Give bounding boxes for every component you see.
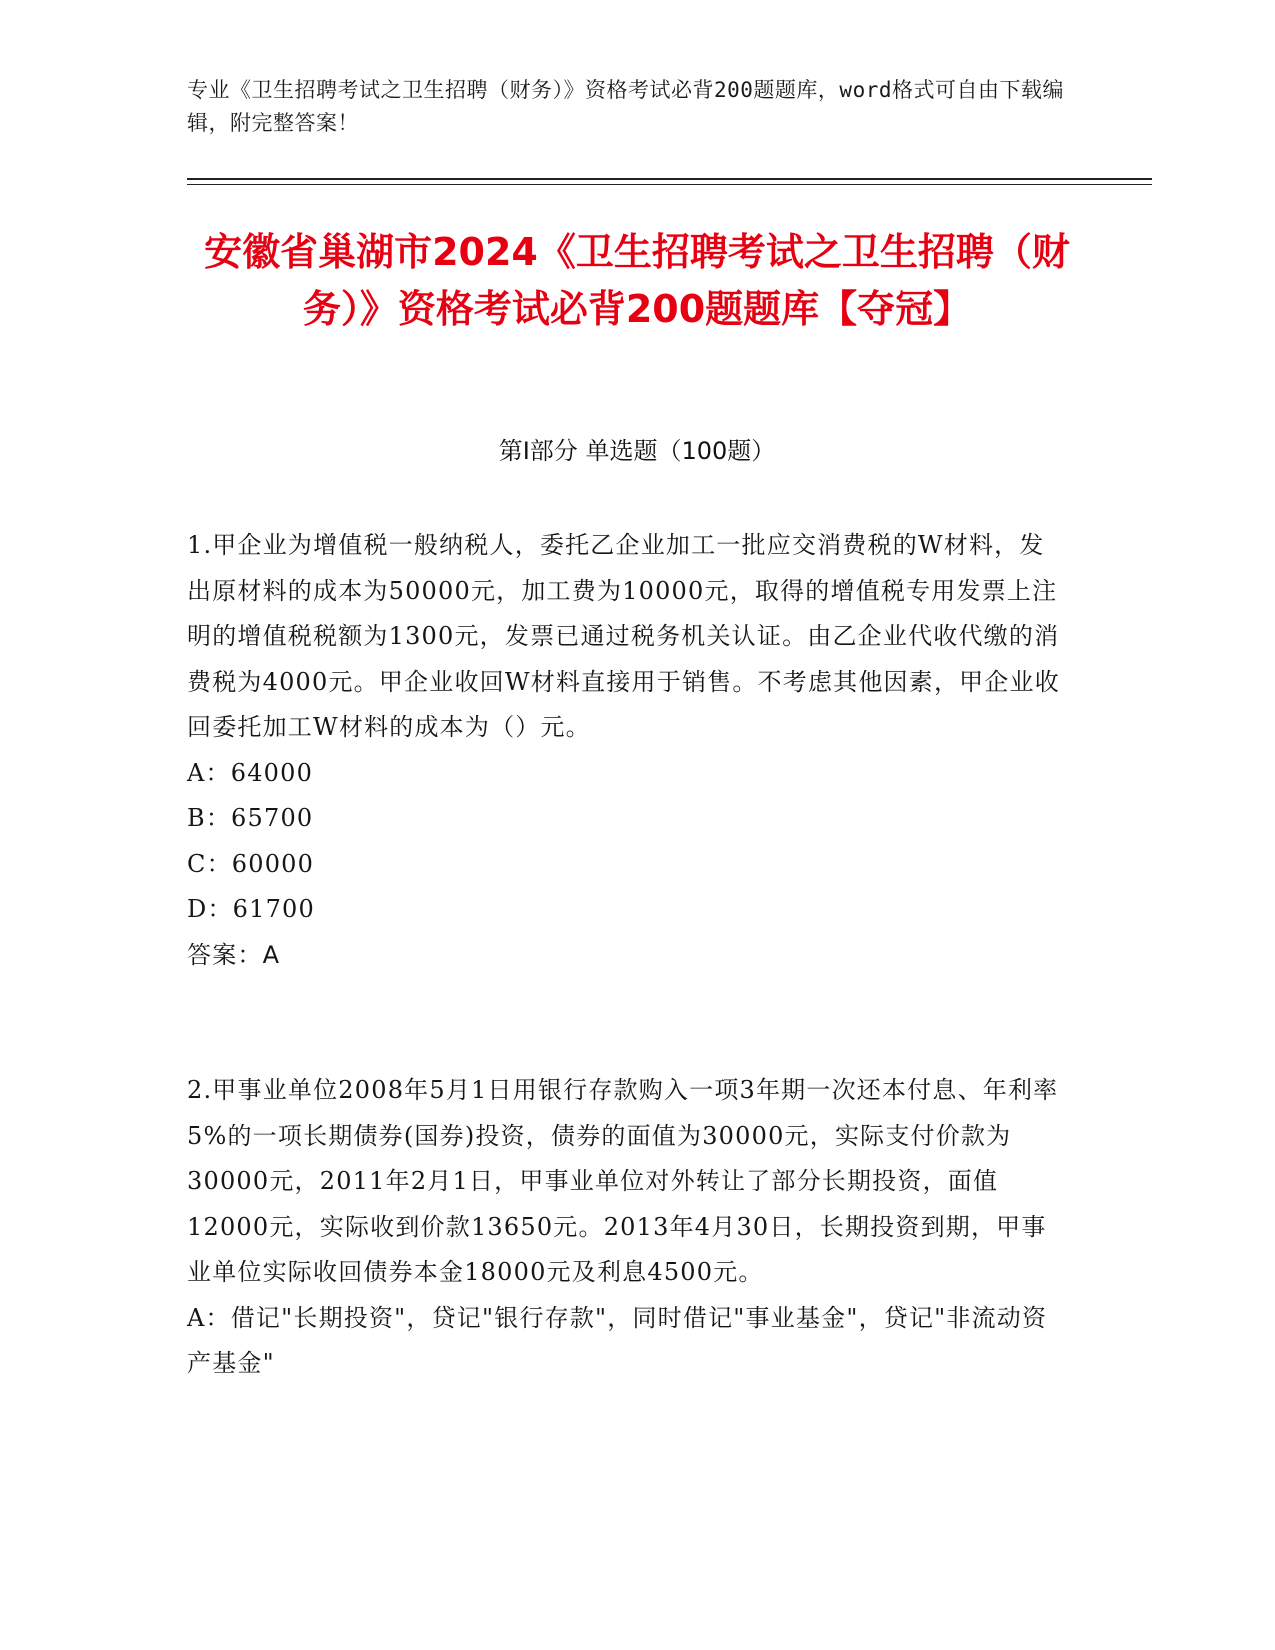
header-note: 专业《卫生招聘考试之卫生招聘（财务）》资格考试必背200题题库，word格式可自由下载编辑，附完整答案！ [187,78,1064,135]
question-2-option-a: A：借记"长期投资"，贷记"银行存款"，同时借记"事业基金"，贷记"非流动资产基金" [187,1303,1048,1377]
question-1-option-a: A：64000 [187,758,314,787]
question-1-answer: 答案：A [187,940,281,969]
question-2 [187,1068,1067,1387]
question-1-option-d: D：61700 [187,895,315,923]
question-1-option-b: B：65700 [187,804,314,832]
question-1-option-c: C：60000 [187,849,315,878]
question-1 [187,523,1067,978]
question-1-text: 1.甲企业为增值税一般纳税人，委托乙企业加工一批应交消费税的W材料，发出原材料的成本为50000元，加工费为10000元，取得的增值税专用发票上注明的增值税税额为1300元，发票已通过税务机关认证。由乙企业代收代缴的消费税为4000元。甲企业收回W材料直接用于销售。不考虑其他因素，甲企业收回委托加工W材料的成本为（）元。 [187,531,1060,741]
question-2-text: 2.甲事业单位2008年5月1日用银行存款购入一项3年期一次还本付息、年利率5%的一项长期债券(国券)投资，债券的面值为30000元，实际支付价款为30000元，2011年2月1日，甲事业单位对外转让了部分长期投资，面值12000元，实际收到价款13650元。2013年4月30日，长期投资到期，甲事业单位实际收回债券本金18000元及利息4500元。 [187,1076,1059,1286]
header-divider-thick [187,178,1152,180]
section-heading: 第I部分 单选题（100题） [498,437,776,465]
header-divider-thin [187,184,1152,185]
document-title: 安徽省巢湖市2024《卫生招聘考试之卫生招聘（财务）》资格考试必背200题题库【夺冠】 [204,230,1070,331]
